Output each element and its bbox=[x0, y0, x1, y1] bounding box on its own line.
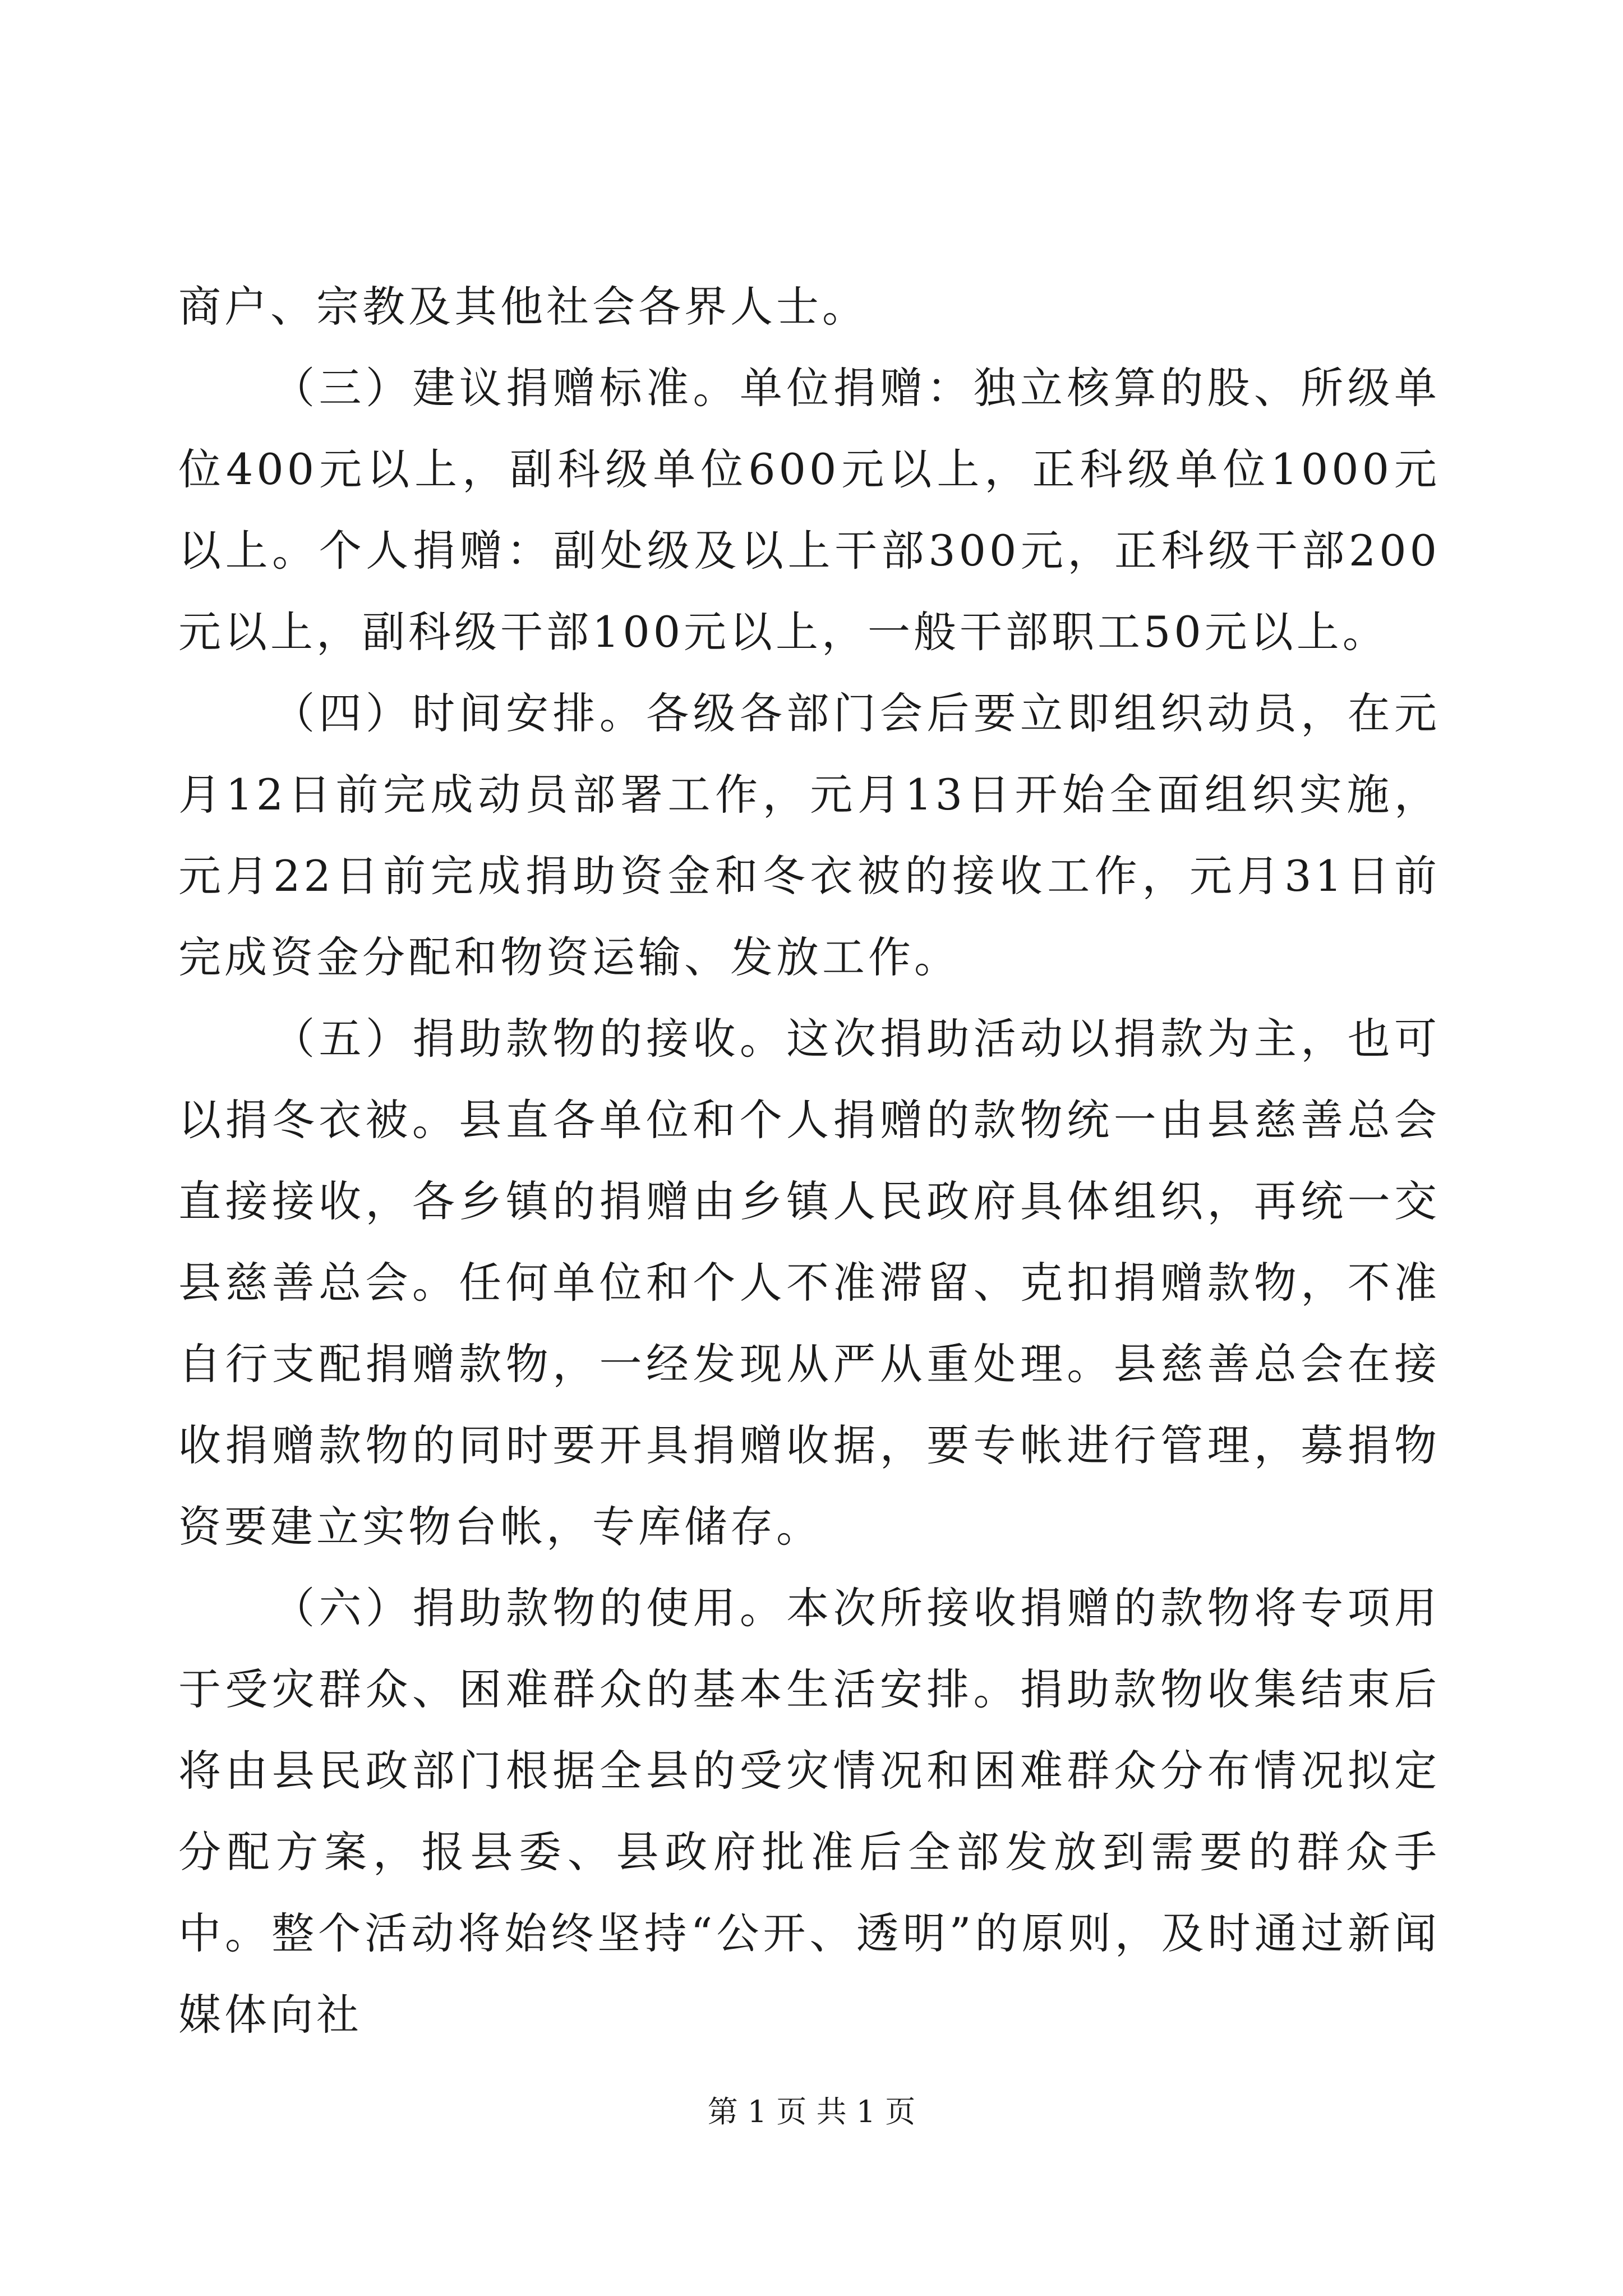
paragraph-1: 商户、宗教及其他社会各界人士。 bbox=[178, 282, 868, 332]
paragraph-5: （六）捐助款物的使用。本次所接收捐赠的款物将专项用于受灾群众、困难群众的基本生活安排。捐助款物收集结束后将由县民政部门根据全县的受灾情况和困难群众分布情况拟定分配方案，报县委、县政府批准后全部发放到需要的群众手中。整个活动将始终坚持“公开、透明”的原则，及时通过新闻媒体向社 bbox=[178, 1583, 1440, 2040]
paragraph-3: （四）时间安排。各级各部门会后要立即组织动员，在元月12日前完成动员部署工作，元月13日开始全面组织实施，元月22日前完成捐助资金和冬衣被的接收工作，元月31日前完成资金分配和物资运输、发放工作。 bbox=[178, 688, 1440, 982]
page-footer: 第 1 页 共 1 页 bbox=[707, 2094, 916, 2129]
paragraph-2: （三）建议捐赠标准。单位捐赠：独立核算的股、所级单位400元以上，副科级单位600元以上，正科级单位1000元以上。个人捐赠：副处级及以上干部300元，正科级干部200元以上，副科级干部100元以上，一般干部职工50元以上。 bbox=[178, 363, 1440, 657]
paragraph-4: （五）捐助款物的接收。这次捐助活动以捐款为主，也可以捐冬衣被。县直各单位和个人捐赠的款物统一由县慈善总会直接接收，各乡镇的捐赠由乡镇人民政府具体组织，再统一交县慈善总会。任何单位和个人不准滞留、克扣捐赠款物，不准自行支配捐赠款物，一经发现从严从重处理。县慈善总会在接收捐赠款物的同时要开具捐赠收据，要专帐进行管理，募捐物资要建立实物台帐，专库储存。 bbox=[178, 1014, 1440, 1552]
document-body bbox=[178, 266, 1440, 2055]
